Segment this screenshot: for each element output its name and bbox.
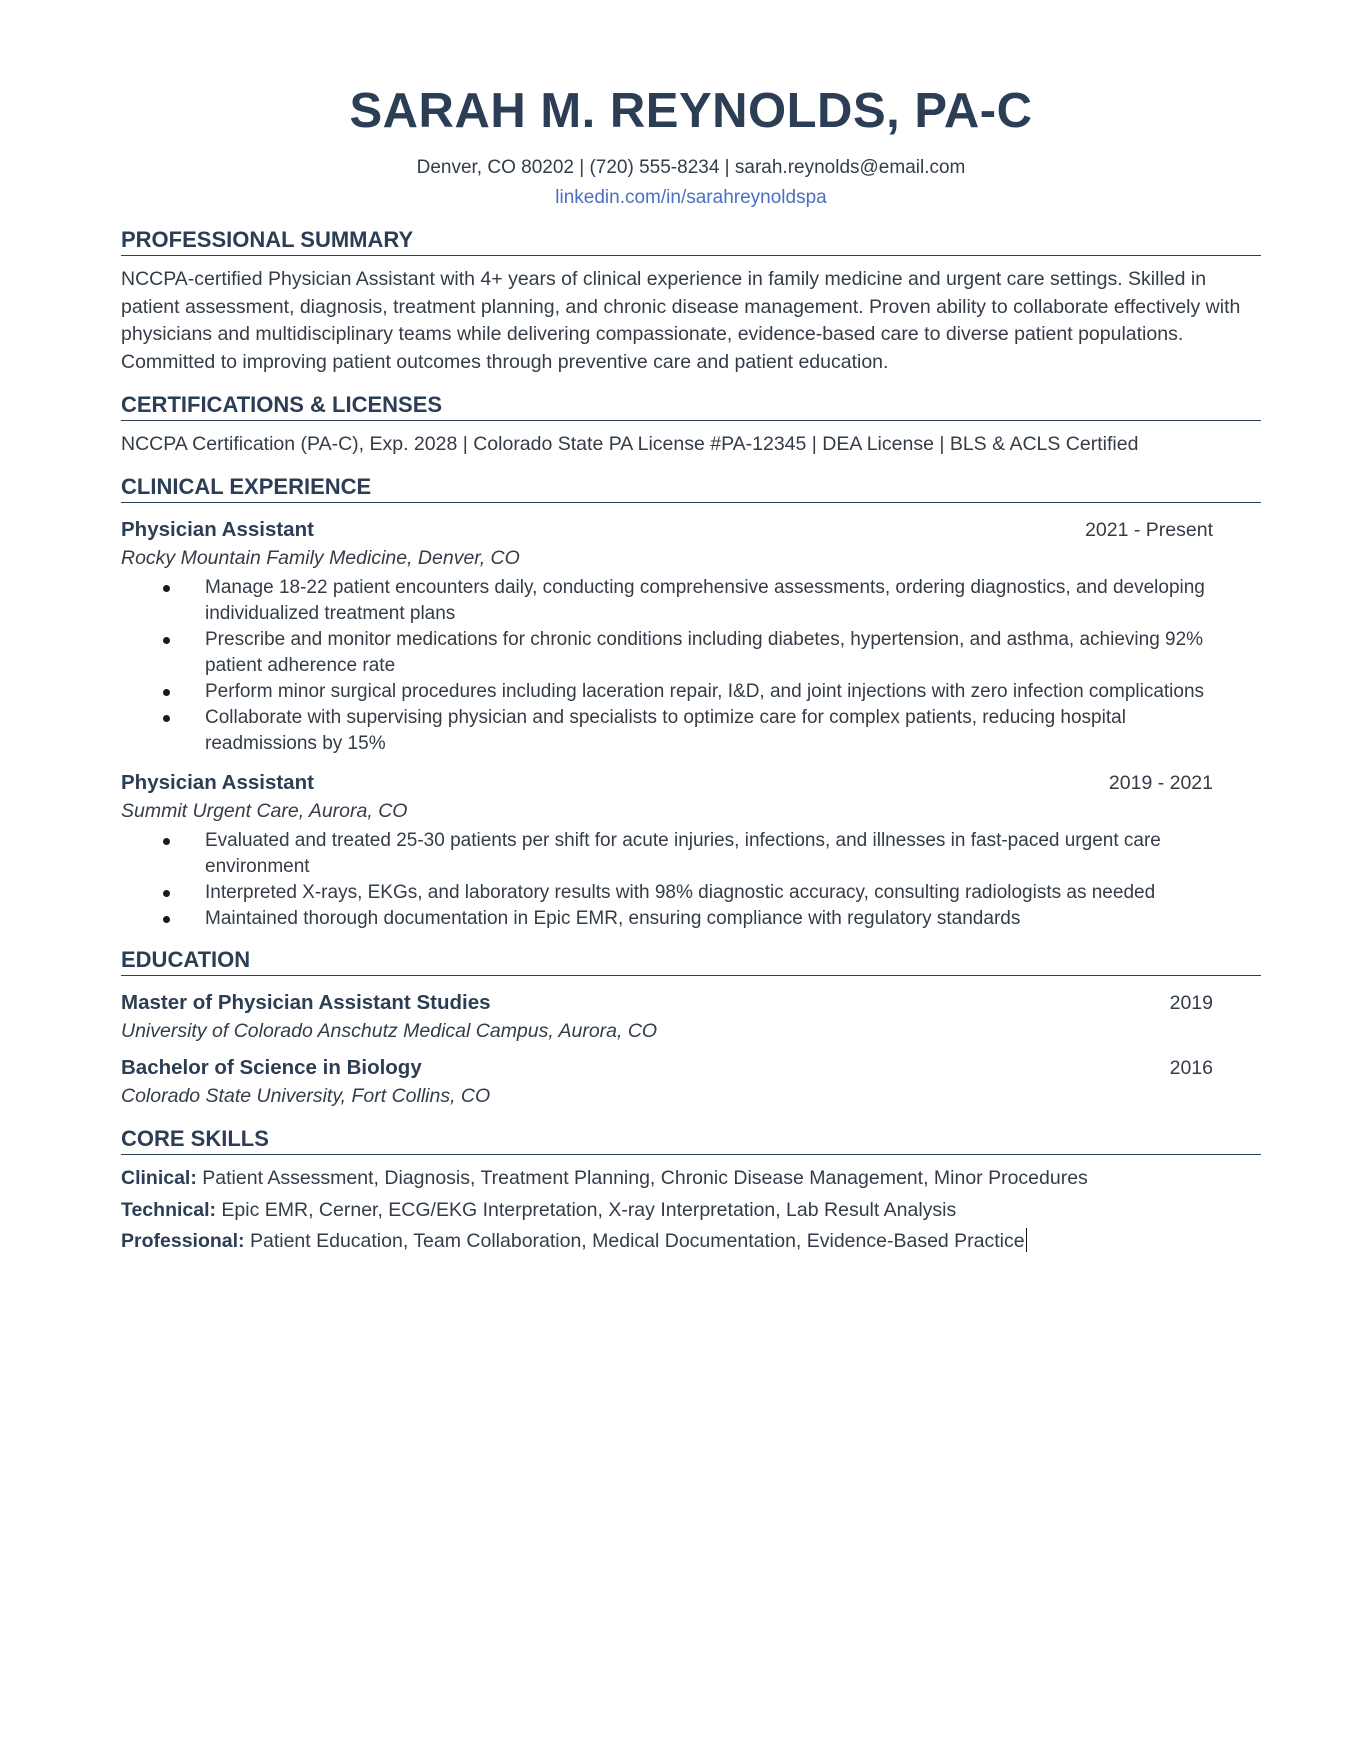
contact-line: Denver, CO 80202 | (720) 555-8234 | sarah.reynolds@email.com xyxy=(416,157,966,178)
job-organization: Rocky Mountain Family Medicine, Denver, CO xyxy=(121,547,520,569)
education-year: 2019 xyxy=(1169,992,1213,1014)
bullet-item xyxy=(205,627,1261,679)
education-school: University of Colorado Anschutz Medical Campus, Aurora, CO xyxy=(121,1020,658,1042)
section-title-experience: CLINICAL EXPERIENCE xyxy=(121,473,1261,503)
bullet-text: Prescribe and monitor medications for chronic conditions including diabetes, hypertension, and asthma, achieving 92% patient adherence rate xyxy=(205,629,1204,676)
bullet-dot-icon xyxy=(163,838,170,845)
bullet-text: Maintained thorough documentation in Epic EMR, ensuring compliance with regulatory standards xyxy=(205,908,1021,929)
text-cursor xyxy=(1026,1228,1028,1252)
skills-line-clinical xyxy=(121,1163,1261,1195)
bullet-text: Evaluated and treated 25-30 patients per shift for acute injuries, infections, and illnesses in fast-paced urgent care environment xyxy=(205,830,1161,877)
certifications-section xyxy=(121,391,1261,458)
job-title: Physician Assistant xyxy=(121,771,314,794)
certifications-text: NCCPA Certification (PA-C), Exp. 2028 | Colorado State PA License #PA-12345 | DEA License | BLS & ACLS Certified xyxy=(121,433,1139,455)
skills-text: Patient Education, Team Collaboration, Medical Documentation, Evidence-Based Practice xyxy=(244,1230,1025,1252)
linkedin-link[interactable]: linkedin.com/in/sarahreynoldspa xyxy=(555,187,827,208)
bullet-dot-icon xyxy=(163,585,170,592)
summary-section xyxy=(121,226,1261,376)
bullet-dot-icon xyxy=(163,890,170,897)
education-header xyxy=(121,1054,1261,1082)
job-header xyxy=(121,516,1261,544)
bullet-item xyxy=(205,705,1261,757)
job-header xyxy=(121,769,1261,797)
education-section xyxy=(121,946,1261,1110)
job-bullets xyxy=(121,828,1261,932)
job-entry xyxy=(121,516,1261,757)
job-dates: 2021 - Present xyxy=(1085,519,1213,541)
job-dates: 2019 - 2021 xyxy=(1108,772,1213,794)
bullet-text: Collaborate with supervising physician and specialists to optimize care for complex patients, reducing hospital readmissions by 15% xyxy=(205,707,1126,754)
bullet-item xyxy=(205,880,1261,906)
candidate-name: SARAH M. REYNOLDS, PA-C xyxy=(349,84,1033,138)
experience-section xyxy=(121,473,1261,932)
education-degree: Bachelor of Science in Biology xyxy=(121,1056,422,1079)
bullet-text: Interpreted X-rays, EKGs, and laboratory results with 98% diagnostic accuracy, consulting radiologists as needed xyxy=(205,882,1156,903)
job-organization: Summit Urgent Care, Aurora, CO xyxy=(121,800,408,822)
section-title-skills: CORE SKILLS xyxy=(121,1125,1261,1155)
bullet-item xyxy=(205,828,1261,880)
summary-text: NCCPA-certified Physician Assistant with 4+ years of clinical experience in family medicine and urgent care settings. Skilled in patient assessment, diagnosis, treatment planning, and chronic disease management. Proven ability to collaborate effectively with physicians and multidisciplinary teams while delivering compassionate, evidence-based care to diverse patient populations. Committed to improving patient outcomes through preventive care and patient education. xyxy=(121,268,1241,373)
section-title-education: EDUCATION xyxy=(121,946,1261,976)
bullet-text: Manage 18-22 patient encounters daily, conducting comprehensive assessments, ordering diagnostics, and developing individualized treatment plans xyxy=(205,577,1205,624)
skills-list xyxy=(121,1163,1261,1258)
bullet-text: Perform minor surgical procedures including laceration repair, I&D, and joint injections with zero infection complications xyxy=(205,681,1205,702)
education-header xyxy=(121,989,1261,1017)
bullet-dot-icon xyxy=(163,689,170,696)
skills-label: Technical: xyxy=(121,1198,216,1221)
education-degree: Master of Physician Assistant Studies xyxy=(121,991,491,1014)
education-entry xyxy=(121,1054,1261,1110)
skills-line-professional xyxy=(121,1226,1261,1258)
skills-line-technical xyxy=(121,1195,1261,1227)
bullet-item xyxy=(205,906,1261,932)
bullet-item xyxy=(205,575,1261,627)
skills-text: Epic EMR, Cerner, ECG/EKG Interpretation, X-ray Interpretation, Lab Result Analysis xyxy=(216,1198,957,1221)
skills-label: Clinical: xyxy=(121,1167,197,1189)
education-entry xyxy=(121,989,1261,1045)
bullet-dot-icon xyxy=(163,637,170,644)
skills-section xyxy=(121,1125,1261,1258)
education-year: 2016 xyxy=(1169,1057,1213,1079)
job-bullets xyxy=(121,575,1261,757)
bullet-item xyxy=(205,679,1261,705)
skills-text: Patient Assessment, Diagnosis, Treatment Planning, Chronic Disease Management, Minor Procedures xyxy=(196,1167,1088,1189)
bullet-dot-icon xyxy=(163,916,170,923)
bullet-dot-icon xyxy=(163,715,170,722)
section-title-certifications: CERTIFICATIONS & LICENSES xyxy=(121,391,1261,421)
job-title: Physician Assistant xyxy=(121,518,314,541)
education-school: Colorado State University, Fort Collins, CO xyxy=(121,1085,491,1107)
skills-label: Professional: xyxy=(121,1230,245,1252)
resume-header xyxy=(121,80,1261,210)
job-entry xyxy=(121,769,1261,932)
section-title-summary: PROFESSIONAL SUMMARY xyxy=(121,226,1261,256)
